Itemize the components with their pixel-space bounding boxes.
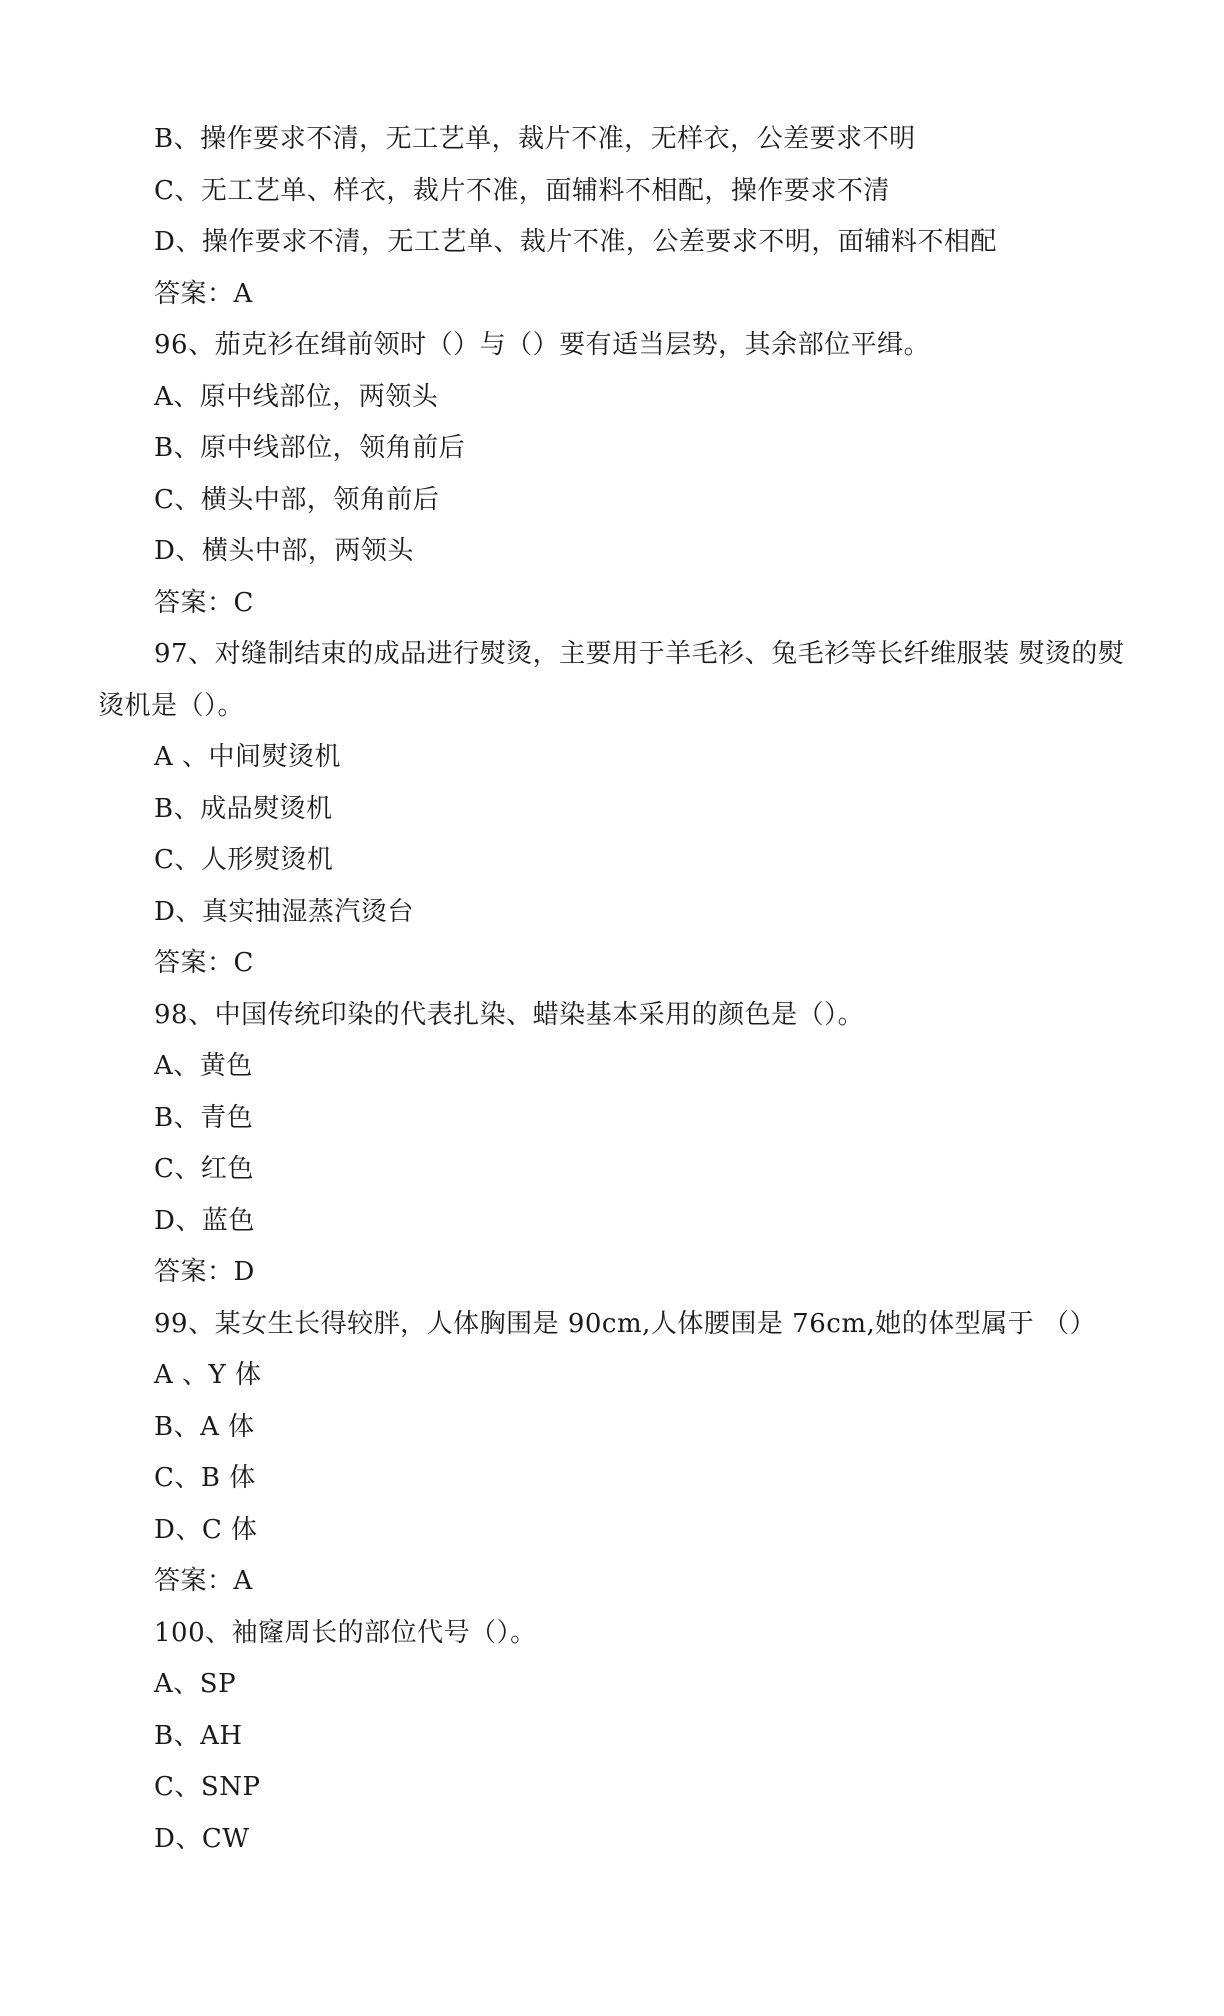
option-c-96: C、横头中部，领角前后 [154, 484, 440, 515]
question-100: 100、袖窿周长的部位代号（）。 [154, 1617, 537, 1648]
option-a-98: A、黄色 [154, 1051, 253, 1081]
question-98: 98、中国传统印染的代表扎染、蜡染基本采用的颜色是（）。 [154, 999, 865, 1030]
option-d-97: D、真实抽湿蒸汽烫台 [154, 896, 414, 927]
option-d-95: D、操作要求不清，无工艺单、裁片不准，公差要求不明，面辅料不相配 [154, 227, 997, 257]
option-a-97: A 、中间熨烫机 [154, 742, 342, 772]
option-b-95: B、操作要求不清，无工艺单，裁片不准，无样衣，公差要求不明 [154, 124, 916, 154]
question-96: 96、茄克衫在缉前领时（）与（）要有适当层势，其余部位平缉。 [154, 330, 931, 360]
option-c-98: C、红色 [154, 1154, 254, 1184]
option-d-100: D、CW [154, 1823, 250, 1854]
answer-97: 答案：C [154, 948, 254, 978]
option-a-100: A、SP [154, 1669, 237, 1699]
answer-98: 答案：D [154, 1257, 255, 1287]
option-c-97: C、人形熨烫机 [154, 845, 334, 875]
question-97: 97、对缝制结束的成品进行熨烫，主要用于羊毛衫、兔毛衫等长纤维服装 熨烫的熨烫机是（）。 [98, 639, 1125, 721]
option-b-96: B、原中线部位，领角前后 [154, 433, 466, 463]
question-99: 99、某女生长得较胖，人体胸围是 90cm,人体腰围是 76cm,她的体型属于 （） [154, 1308, 1097, 1339]
option-a-99: A 、Y 体 [154, 1360, 262, 1390]
option-b-97: B、成品熨烫机 [154, 793, 333, 824]
answer-99: 答案：A [154, 1566, 253, 1596]
option-b-98: B、青色 [154, 1102, 254, 1133]
option-d-96: D、横头中部，两领头 [154, 536, 414, 566]
option-b-100: B、AH [154, 1720, 243, 1751]
option-c-100: C、SNP [154, 1772, 261, 1802]
option-c-95: C、无工艺单、样衣，裁片不准，面辅料不相配，操作要求不清 [154, 175, 890, 206]
document-body [98, 114, 1128, 1865]
answer-96: 答案：C [154, 587, 254, 618]
option-b-99: B、A 体 [154, 1411, 255, 1442]
answer-95: 答案：A [154, 278, 253, 309]
option-c-99: C、B 体 [154, 1463, 256, 1493]
option-a-96: A、原中线部位，两领头 [154, 381, 439, 412]
option-d-99: D、C 体 [154, 1514, 258, 1545]
option-d-98: D、蓝色 [154, 1205, 255, 1236]
